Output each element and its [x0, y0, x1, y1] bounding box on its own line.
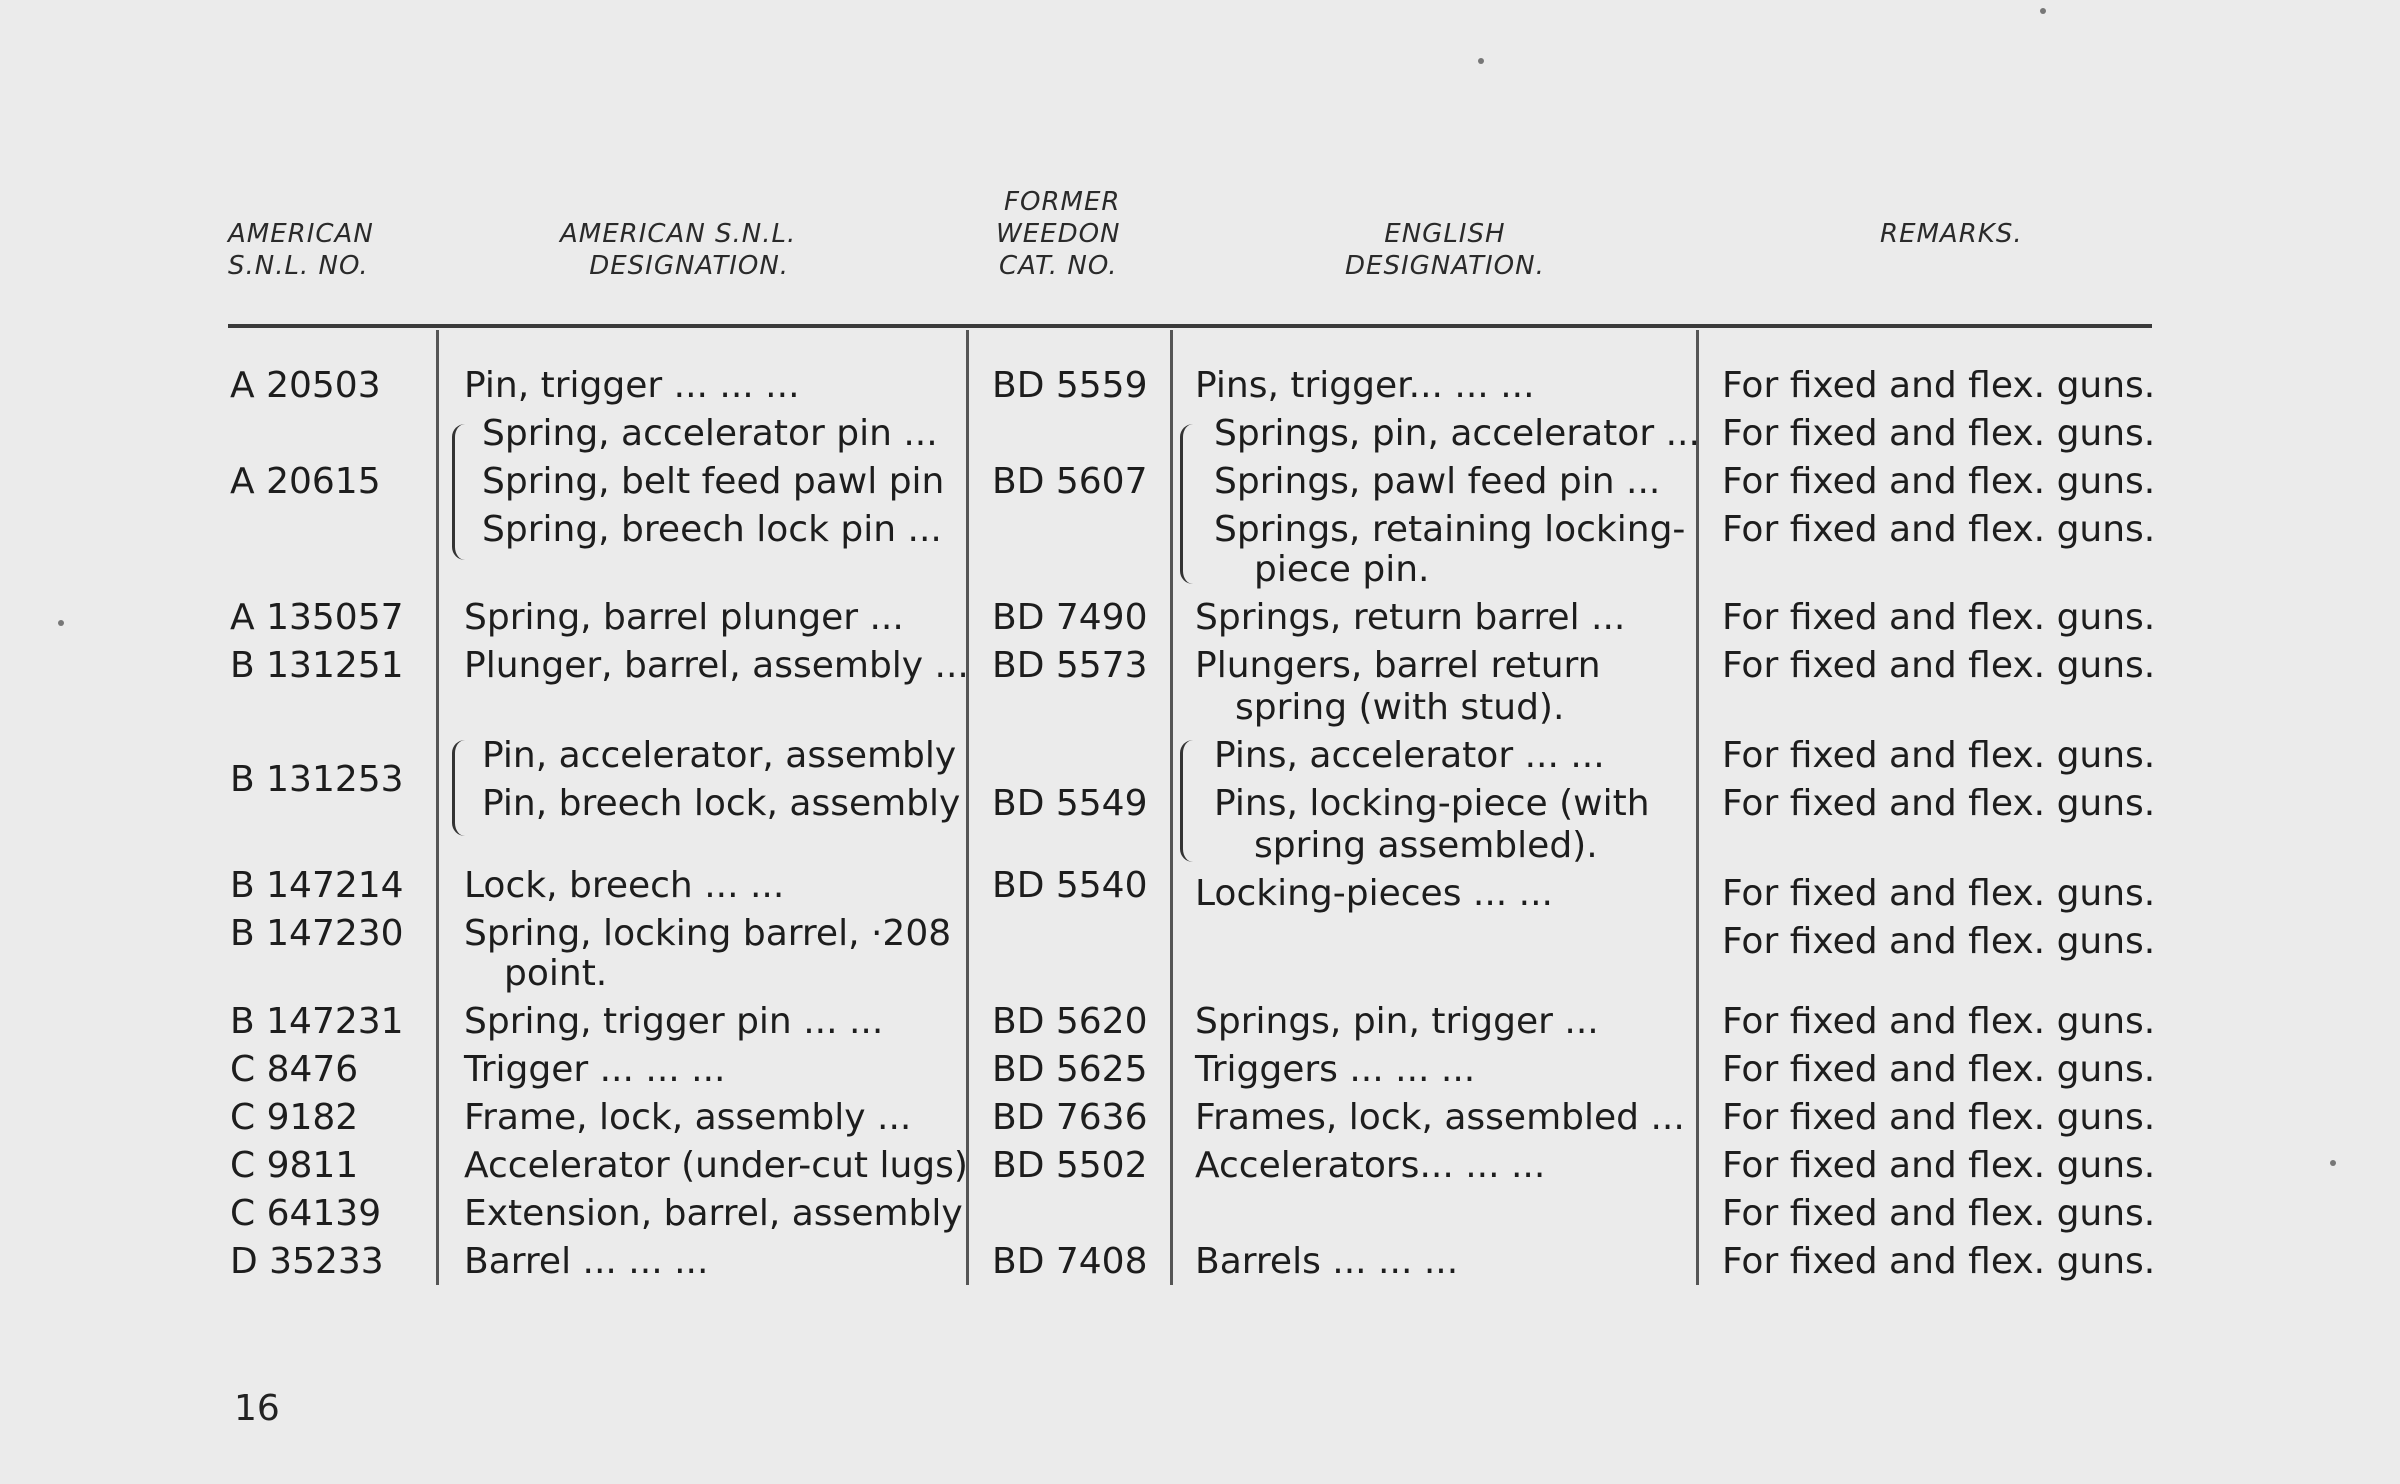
row-remarks: For fixed and flex. guns. — [1722, 1241, 2156, 1282]
row-snl-designation-cont: point. — [504, 953, 608, 994]
header-remarks-label: REMARKS. — [1880, 219, 2023, 249]
row-english-designation-cont: spring assembled). — [1254, 825, 1598, 866]
row-snl-designation: Frame, lock, assembly ... — [464, 1097, 912, 1138]
row-snl-designation: Trigger ... ... ... — [464, 1049, 726, 1090]
row-remarks: For fixed and flex. guns. — [1722, 783, 2156, 824]
row-weedon-cat: BD 5607 — [992, 461, 1148, 502]
row-snl-designation: Spring, locking barrel, ·208 — [464, 913, 952, 954]
row-weedon-cat: BD 5620 — [992, 1001, 1148, 1042]
header-snl-designation-line1: AMERICAN S.N.L. — [560, 219, 797, 249]
row-snl-designation: Pin, accelerator, assembly — [482, 735, 957, 776]
row-english-designation-cont: spring (with stud). — [1235, 687, 1565, 728]
row-english-designation: Accelerators... ... ... — [1195, 1145, 1546, 1186]
row-remarks: For fixed and flex. guns. — [1722, 735, 2156, 776]
brace-designation-a20615 — [452, 424, 465, 560]
row-snl-no: C 9811 — [230, 1145, 359, 1186]
row-english-designation: Springs, retaining locking- — [1214, 509, 1686, 550]
row-remarks: For fixed and flex. guns. — [1722, 597, 2156, 638]
row-snl-no: A 135057 — [230, 597, 404, 638]
row-snl-designation: Spring, accelerator pin ... — [482, 413, 938, 454]
row-snl-designation: Extension, barrel, assembly — [464, 1193, 963, 1234]
header-snl-no — [228, 218, 374, 282]
header-weedon-line1: FORMER — [1004, 187, 1121, 217]
header-remarks — [1880, 218, 2023, 250]
header-weedon-line3: CAT. NO. — [999, 251, 1118, 281]
row-remarks: For fixed and flex. guns. — [1722, 1145, 2156, 1186]
row-remarks: For fixed and flex. guns. — [1722, 1049, 2156, 1090]
header-english-line1: ENGLISH — [1384, 219, 1506, 249]
row-snl-designation: Pin, trigger ... ... ... — [464, 365, 800, 406]
row-english-designation: Pins, trigger... ... ... — [1195, 365, 1535, 406]
row-snl-no: D 35233 — [230, 1241, 384, 1282]
row-remarks: For fixed and flex. guns. — [1722, 1001, 2156, 1042]
row-snl-no: C 9182 — [230, 1097, 359, 1138]
row-weedon-cat: BD 5549 — [992, 783, 1148, 824]
row-english-designation: Pins, accelerator ... ... — [1214, 735, 1605, 776]
header-weedon-line2: WEEDON — [996, 219, 1121, 249]
row-english-designation: Plungers, barrel return — [1195, 645, 1601, 686]
brace-english-a20615 — [1180, 424, 1193, 584]
row-weedon-cat: BD 5540 — [992, 865, 1148, 906]
row-english-designation: Barrels ... ... ... — [1195, 1241, 1459, 1282]
paper-speck — [2330, 1160, 2336, 1166]
column-divider-1 — [436, 330, 439, 1285]
header-english-designation — [1345, 218, 1545, 282]
row-snl-no: A 20503 — [230, 365, 381, 406]
row-snl-designation: Spring, belt feed pawl pin — [482, 461, 945, 502]
row-snl-designation: Spring, trigger pin ... ... — [464, 1001, 884, 1042]
row-snl-designation: Lock, breech ... ... — [464, 865, 785, 906]
row-remarks: For fixed and flex. guns. — [1722, 1097, 2156, 1138]
row-english-designation: Springs, pin, trigger ... — [1195, 1001, 1599, 1042]
row-snl-designation: Plunger, barrel, assembly ... — [464, 645, 969, 686]
row-remarks: For fixed and flex. guns. — [1722, 921, 2156, 962]
brace-english-b131253 — [1180, 740, 1193, 862]
header-snl-no-line1: AMERICAN — [228, 219, 374, 249]
paper-speck — [1478, 58, 1484, 64]
column-divider-4 — [1696, 330, 1699, 1285]
row-remarks: For fixed and flex. guns. — [1722, 413, 2156, 454]
paper-speck — [2040, 8, 2046, 14]
row-remarks: For fixed and flex. guns. — [1722, 645, 2156, 686]
row-weedon-cat: BD 5573 — [992, 645, 1148, 686]
row-english-designation: Pins, locking-piece (with — [1214, 783, 1650, 824]
row-snl-designation: Barrel ... ... ... — [464, 1241, 709, 1282]
row-remarks: For fixed and flex. guns. — [1722, 873, 2156, 914]
row-snl-no: B 131251 — [230, 645, 404, 686]
row-snl-no: B 147231 — [230, 1001, 404, 1042]
row-weedon-cat: BD 7636 — [992, 1097, 1148, 1138]
page-number: 16 — [234, 1388, 280, 1429]
row-snl-no: C 64139 — [230, 1193, 382, 1234]
header-snl-designation-line2: DESIGNATION. — [589, 251, 790, 281]
row-snl-no: B 131253 — [230, 759, 404, 800]
row-weedon-cat: BD 5559 — [992, 365, 1148, 406]
brace-designation-b131253 — [452, 740, 465, 836]
row-english-designation-cont: piece pin. — [1254, 549, 1430, 590]
row-snl-no: C 8476 — [230, 1049, 359, 1090]
row-snl-designation: Spring, barrel plunger ... — [464, 597, 904, 638]
paper-speck — [58, 620, 64, 626]
header-snl-designation — [560, 218, 796, 282]
row-remarks: For fixed and flex. guns. — [1722, 1193, 2156, 1234]
row-remarks: For fixed and flex. guns. — [1722, 509, 2156, 550]
header-english-line2: DESIGNATION. — [1345, 251, 1545, 281]
row-english-designation: Springs, return barrel ... — [1195, 597, 1626, 638]
row-english-designation: Locking-pieces ... ... — [1195, 873, 1553, 914]
row-snl-no: B 147214 — [230, 865, 404, 906]
row-snl-designation: Spring, breech lock pin ... — [482, 509, 942, 550]
column-divider-3 — [1170, 330, 1173, 1285]
row-english-designation: Frames, lock, assembled ... — [1195, 1097, 1685, 1138]
row-english-designation: Triggers ... ... ... — [1195, 1049, 1476, 1090]
row-snl-designation: Accelerator (under-cut lugs) — [464, 1145, 968, 1186]
row-english-designation: Springs, pawl feed pin ... — [1214, 461, 1661, 502]
row-weedon-cat: BD 5625 — [992, 1049, 1148, 1090]
header-snl-no-line2: S.N.L. NO. — [228, 251, 369, 281]
row-remarks: For fixed and flex. guns. — [1722, 461, 2156, 502]
row-snl-no: B 147230 — [230, 913, 404, 954]
row-weedon-cat: BD 5502 — [992, 1145, 1148, 1186]
row-weedon-cat: BD 7408 — [992, 1241, 1148, 1282]
row-snl-no: A 20615 — [230, 461, 381, 502]
row-english-designation: Springs, pin, accelerator ... — [1214, 413, 1700, 454]
row-remarks: For fixed and flex. guns. — [1722, 365, 2156, 406]
header-rule — [228, 324, 2152, 328]
row-weedon-cat: BD 7490 — [992, 597, 1148, 638]
row-snl-designation: Pin, breech lock, assembly — [482, 783, 961, 824]
header-weedon-cat — [996, 186, 1121, 282]
